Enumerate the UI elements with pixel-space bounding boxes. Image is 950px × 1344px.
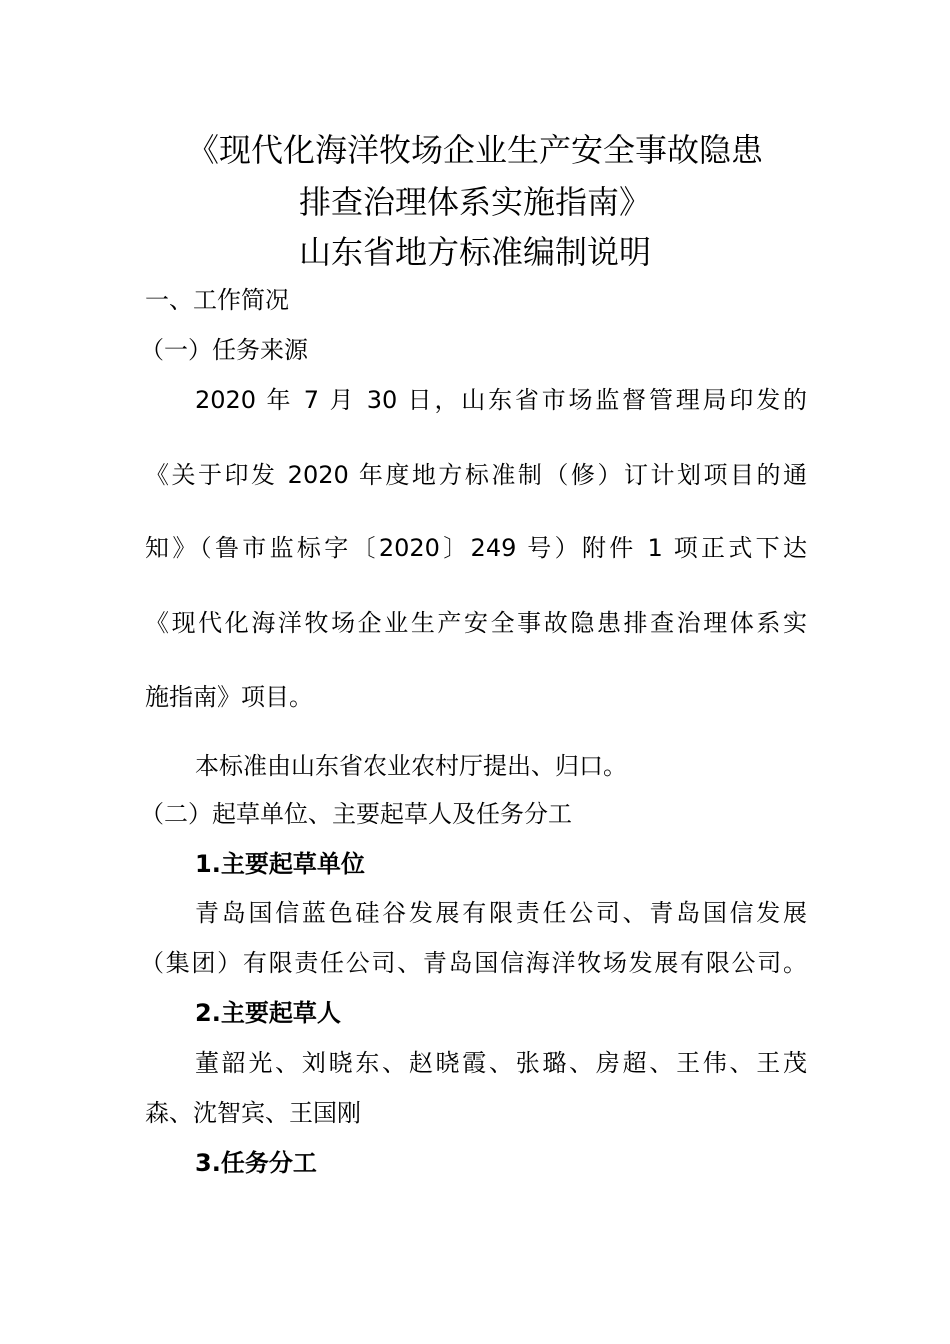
paragraph-line: 施指南》项目。 bbox=[145, 683, 313, 711]
paragraph-line: 森、沈智宾、王国刚 bbox=[145, 1099, 361, 1127]
item-heading-1: 1.主要起草单位 bbox=[195, 850, 365, 878]
subsection-heading-1: （一）任务来源 bbox=[140, 336, 308, 364]
paragraph: 本标准由山东省农业农村厅提出、归口。 bbox=[195, 752, 627, 780]
paragraph-line: 《现代化海洋牧场企业生产安全事故隐患排查治理体系实 bbox=[145, 609, 807, 637]
paragraph-line: （集团）有限责任公司、青岛国信海洋牧场发展有限公司。 bbox=[140, 949, 807, 977]
paragraph-line: 2020 年 7 月 30 日，山东省市场监督管理局印发的 bbox=[195, 386, 807, 414]
doc-title-line-1: 《现代化海洋牧场企业生产安全事故隐患 bbox=[186, 131, 763, 169]
doc-title-line-2: 排查治理体系实施指南》 bbox=[298, 183, 651, 221]
paragraph-line: 青岛国信蓝色硅谷发展有限责任公司、青岛国信发展 bbox=[195, 899, 807, 927]
subsection-heading-2: （二）起草单位、主要起草人及任务分工 bbox=[140, 800, 572, 828]
item-heading-3: 3.任务分工 bbox=[195, 1149, 317, 1177]
item-heading-2: 2.主要起草人 bbox=[195, 999, 341, 1027]
doc-title-line-3: 山东省地方标准编制说明 bbox=[298, 233, 651, 271]
paragraph-line: 知》（鲁市监标字〔2020〕249 号）附件 1 项正式下达 bbox=[145, 534, 807, 562]
paragraph-line: 《关于印发 2020 年度地方标准制（修）订计划项目的通 bbox=[145, 461, 807, 489]
section-heading-1: 一、工作简况 bbox=[145, 286, 289, 314]
paragraph-line: 董韶光、刘晓东、赵晓霞、张璐、房超、王伟、王茂 bbox=[195, 1049, 807, 1077]
